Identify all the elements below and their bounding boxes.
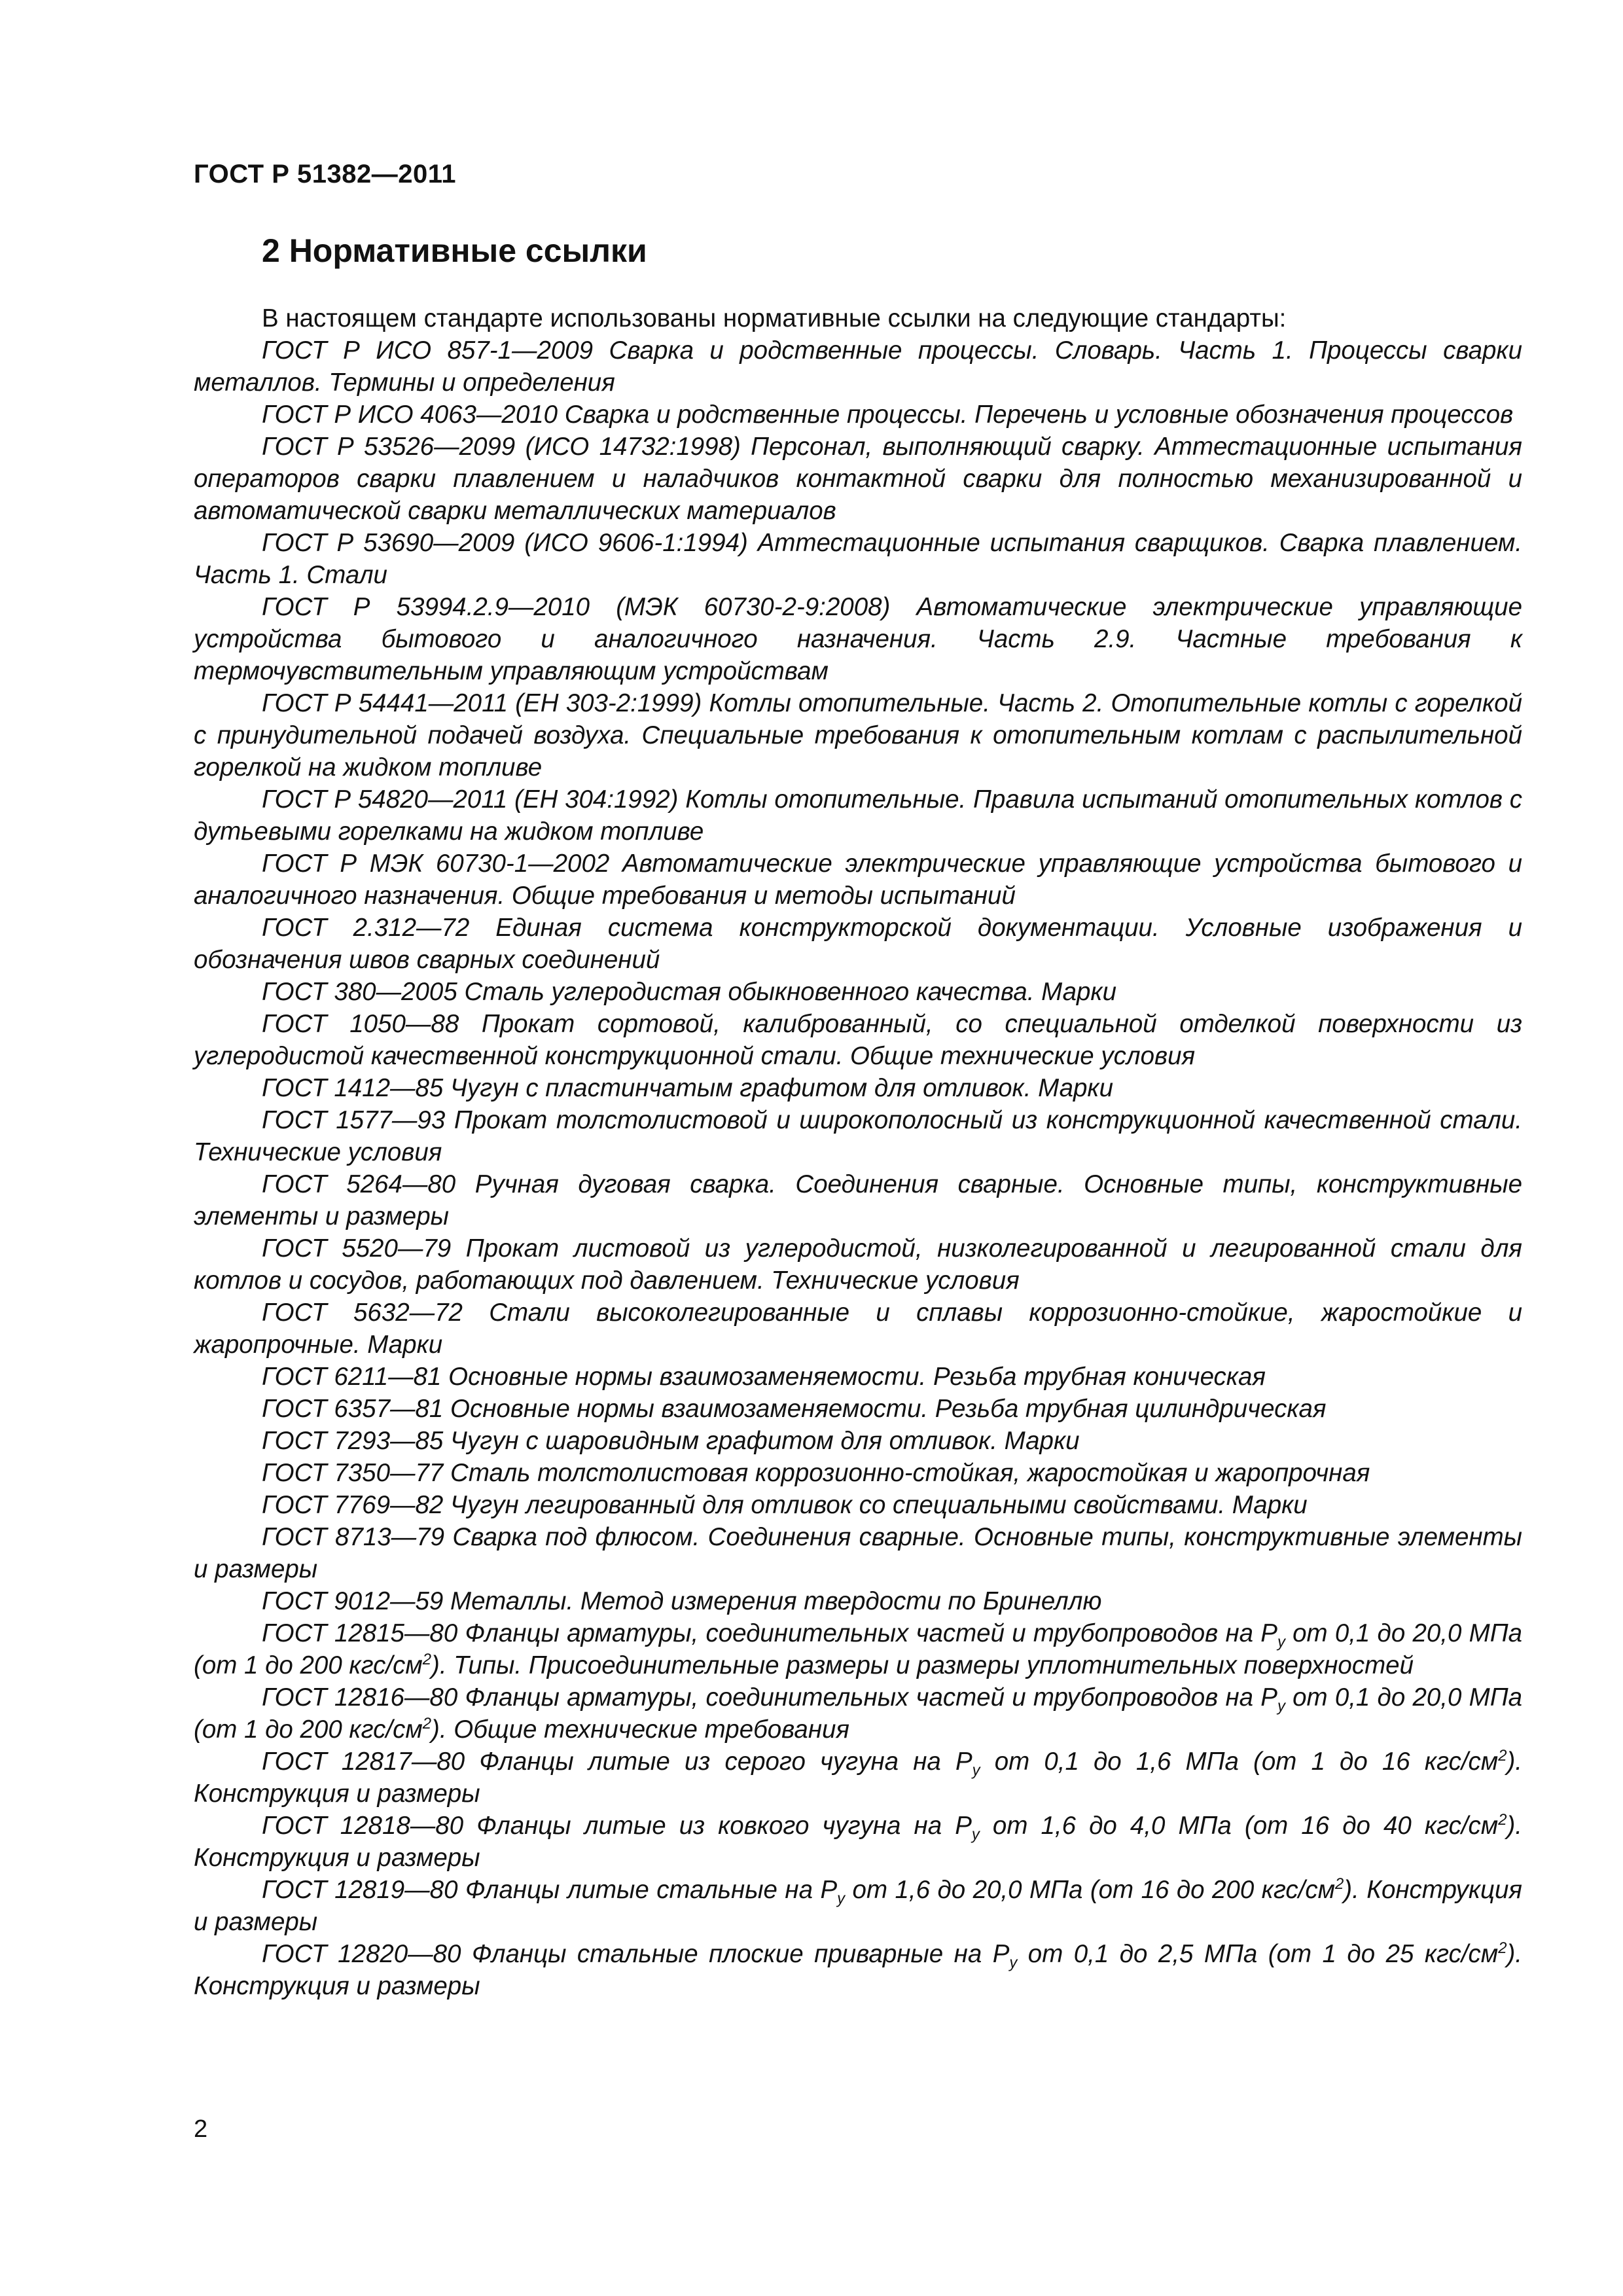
superscript-2: 2 [1498, 1747, 1507, 1765]
reference-title: Прокат толстолистовой и широкополосный из конструкционной качественной стали. Технические условия [194, 1106, 1522, 1166]
reference-title-middle: от 0,1 до 20,0 МПа (от 1 до 200 кгс/см [194, 1619, 1523, 1679]
reference-code: ГОСТ 1050—88 [262, 1010, 459, 1038]
reference-item [194, 976, 1522, 1008]
reference-item [194, 1746, 1522, 1810]
reference-title: Сталь толстолистовая коррозионно-стойкая, жаростойкая и жаропрочная [450, 1459, 1370, 1487]
subscript-y: y [1009, 1954, 1018, 1972]
reference-item [194, 1938, 1522, 2002]
reference-item [194, 912, 1522, 976]
reference-code: ГОСТ Р МЭК 60730-1—2002 [262, 850, 610, 878]
reference-item [194, 1489, 1522, 1521]
reference-item [194, 334, 1522, 399]
section-title: 2 Нормативные ссылки [262, 232, 647, 269]
reference-title: Металлы. Метод измерения твердости по Бринеллю [450, 1587, 1102, 1615]
reference-code: ГОСТ Р 54441—2011 (ЕН 303-2:1999) [262, 689, 702, 717]
reference-item [194, 1521, 1522, 1585]
reference-title: Прокат листовой из углеродистой, низколегированной и легированной стали для котлов и сосудов, работающих под давлением. Технические условия [194, 1234, 1522, 1295]
reference-title: Сварка под флюсом. Соединения сварные. Основные типы, конструктивные элементы и размеры [194, 1523, 1522, 1583]
reference-title: Котлы отопительные. Правила испытаний отопительных котлов с дутьевыми горелками на жидком топливе [194, 785, 1522, 846]
reference-code: ГОСТ 5264—80 [262, 1170, 456, 1198]
reference-code: ГОСТ 1577—93 [262, 1106, 446, 1134]
reference-item [194, 783, 1522, 848]
reference-title-start: Фланцы литые из серого чугуна на P [479, 1748, 972, 1776]
reference-item [194, 1297, 1522, 1361]
reference-item [194, 591, 1522, 687]
reference-code: ГОСТ Р ИСО 4063—2010 [262, 401, 558, 429]
reference-title: Прокат сортовой, калиброванный, со специальной отделкой поверхности из углеродистой качественной конструкционной стали. Общие технические условия [194, 1010, 1523, 1070]
reference-title: Персонал, выполняющий сварку. Аттестационные испытания операторов сварки плавлением и наладчиков контактной сварки для полностью механизированной и автоматической сварки металлических материалов [194, 433, 1522, 525]
reference-title: Основные нормы взаимозаменяемости. Резьба трубная цилиндрическая [450, 1395, 1327, 1423]
reference-title: Чугун с шаровидным графитом для отливок. Марки [450, 1427, 1080, 1455]
reference-item [194, 1361, 1522, 1393]
reference-code: ГОСТ 5632—72 [262, 1299, 463, 1327]
references-body [194, 302, 1522, 2002]
reference-title: Сталь углеродистая обыкновенного качества. Марки [464, 978, 1117, 1006]
subscript-y: y [972, 1761, 980, 1780]
reference-code: ГОСТ 12818—80 [262, 1812, 464, 1840]
reference-title-start: Фланцы литые стальные на P [465, 1876, 838, 1904]
reference-title-start: Фланцы стальные плоские приварные на P [472, 1940, 1010, 1968]
reference-title: Сварка и родственные процессы. Перечень и условные обозначения процессов [564, 401, 1514, 429]
reference-title: Чугун с пластинчатым графитом для отливок. Марки [450, 1074, 1114, 1102]
reference-item [194, 399, 1522, 431]
reference-title: Автоматические электрические управляющие устройства бытового и аналогичного назначения. Часть 2.9. Частные требования к термочувствительным управляющим устройствам [194, 593, 1522, 685]
reference-title: Стали высоколегированные и сплавы коррозионно-стойкие, жаростойкие и жаропрочные. Марки [194, 1299, 1522, 1359]
reference-title: Единая система конструкторской документации. Условные изображения и обозначения швов сварных соединений [194, 914, 1522, 974]
reference-title: Сварка и родственные процессы. Словарь. Часть 1. Процессы сварки металлов. Термины и определения [194, 336, 1522, 397]
reference-title-end: ). Общие технические требования [431, 1715, 850, 1744]
superscript-2: 2 [422, 1651, 432, 1669]
subscript-y: y [837, 1890, 846, 1908]
page-number: 2 [194, 2115, 208, 2143]
reference-item [194, 431, 1522, 527]
superscript-2: 2 [422, 1715, 432, 1733]
reference-code: ГОСТ 380—2005 [262, 978, 457, 1006]
reference-item [194, 1393, 1522, 1425]
superscript-2: 2 [1498, 1811, 1507, 1829]
reference-title: Ручная дуговая сварка. Соединения сварные. Основные типы, конструктивные элементы и размеры [194, 1170, 1522, 1230]
reference-title: Котлы отопительные. Часть 2. Отопительные котлы с горелкой с принудительной подачей воздуха. Специальные требования к отопительным котлам с распылительной горелкой на жидком топливе [194, 689, 1523, 781]
reference-code: ГОСТ 12816—80 [262, 1683, 458, 1712]
reference-title-end: ). Типы. Присоединительные размеры и размеры уплотнительных поверхностей [431, 1651, 1414, 1679]
reference-title: Чугун легированный для отливок со специальными свойствами. Марки [450, 1491, 1308, 1519]
reference-item [194, 1810, 1522, 1874]
reference-code: ГОСТ 8713—79 [262, 1523, 445, 1551]
reference-item [194, 1072, 1522, 1104]
subscript-y: y [971, 1825, 980, 1844]
reference-item [194, 1681, 1522, 1746]
document-code-header: ГОСТ Р 51382—2011 [194, 160, 456, 188]
reference-title: Автоматические электрические управляющие устройства бытового и аналогичного назначения. Общие требования и методы испытаний [194, 850, 1522, 910]
reference-title-middle: от 0,1 до 20,0 МПа (от 1 до 200 кгс/см [194, 1683, 1523, 1744]
reference-title-end: ). Конструкция и размеры [194, 1876, 1522, 1936]
reference-code: ГОСТ 12819—80 [262, 1876, 458, 1904]
reference-code: ГОСТ 7769—82 [262, 1491, 444, 1519]
reference-title-middle: от 0,1 до 2,5 МПа (от 1 до 25 кгс/см [1017, 1940, 1499, 1968]
reference-title: Основные нормы взаимозаменяемости. Резьба трубная коническая [448, 1363, 1266, 1391]
reference-code: ГОСТ 12820—80 [262, 1940, 461, 1968]
reference-item [194, 1585, 1522, 1617]
reference-item [194, 687, 1522, 783]
reference-item [194, 1232, 1522, 1297]
reference-code: ГОСТ Р 54820—2011 (ЕН 304:1992) [262, 785, 679, 814]
reference-item [194, 1874, 1522, 1938]
reference-title-middle: от 1,6 до 20,0 МПа (от 16 до 200 кгс/см [845, 1876, 1336, 1904]
section-intro: В настоящем стандарте использованы нормативные ссылки на следующие стандарты: [262, 304, 1287, 332]
reference-title-end: ). Конструкция и размеры [194, 1812, 1523, 1872]
reference-code: ГОСТ 12815—80 [262, 1619, 458, 1647]
reference-title-start: Фланцы арматуры, соединительных частей и трубопроводов на P [465, 1683, 1277, 1712]
reference-code: ГОСТ Р 53994.2.9—2010 (МЭК 60730-2-9:2008) [262, 593, 891, 621]
reference-item [194, 1457, 1522, 1489]
reference-item [194, 1104, 1522, 1168]
reference-title-end: ). Конструкция и размеры [194, 1748, 1522, 1808]
reference-code: ГОСТ 5520—79 [262, 1234, 452, 1263]
reference-code: ГОСТ Р 53690—2009 (ИСО 9606-1:1994) [262, 529, 748, 557]
reference-title-start: Фланцы литые из ковкого чугуна на P [476, 1812, 972, 1840]
subscript-y: y [1277, 1633, 1285, 1651]
subscript-y: y [1277, 1697, 1285, 1715]
reference-code: ГОСТ 6211—81 [262, 1363, 442, 1391]
reference-code: ГОСТ 7350—77 [262, 1459, 444, 1487]
reference-code: ГОСТ 1412—85 [262, 1074, 444, 1102]
reference-item [194, 848, 1522, 912]
reference-code: ГОСТ 9012—59 [262, 1587, 444, 1615]
reference-item [194, 1168, 1522, 1232]
reference-code: ГОСТ 6357—81 [262, 1395, 444, 1423]
reference-code: ГОСТ 2.312—72 [262, 914, 470, 942]
reference-code: ГОСТ Р ИСО 857-1—2009 [262, 336, 594, 365]
reference-title-end: ). Конструкция и размеры [194, 1940, 1523, 2000]
reference-title: Аттестационные испытания сварщиков. Сварка плавлением. Часть 1. Стали [194, 529, 1522, 589]
reference-code: ГОСТ 7293—85 [262, 1427, 444, 1455]
reference-title-middle: от 0,1 до 1,6 МПа (от 1 до 16 кгс/см [980, 1748, 1499, 1776]
reference-code: ГОСТ 12817—80 [262, 1748, 465, 1776]
reference-code: ГОСТ Р 53526—2099 (ИСО 14732:1998) [262, 433, 741, 461]
superscript-2: 2 [1498, 1939, 1507, 1958]
reference-item [194, 1617, 1522, 1681]
reference-title-middle: от 1,6 до 4,0 МПа (от 16 до 40 кгс/см [979, 1812, 1499, 1840]
reference-item [194, 1425, 1522, 1457]
superscript-2: 2 [1335, 1875, 1344, 1893]
reference-item [194, 1008, 1522, 1072]
reference-item [194, 527, 1522, 591]
reference-title-start: Фланцы арматуры, соединительных частей и трубопроводов на P [465, 1619, 1277, 1647]
